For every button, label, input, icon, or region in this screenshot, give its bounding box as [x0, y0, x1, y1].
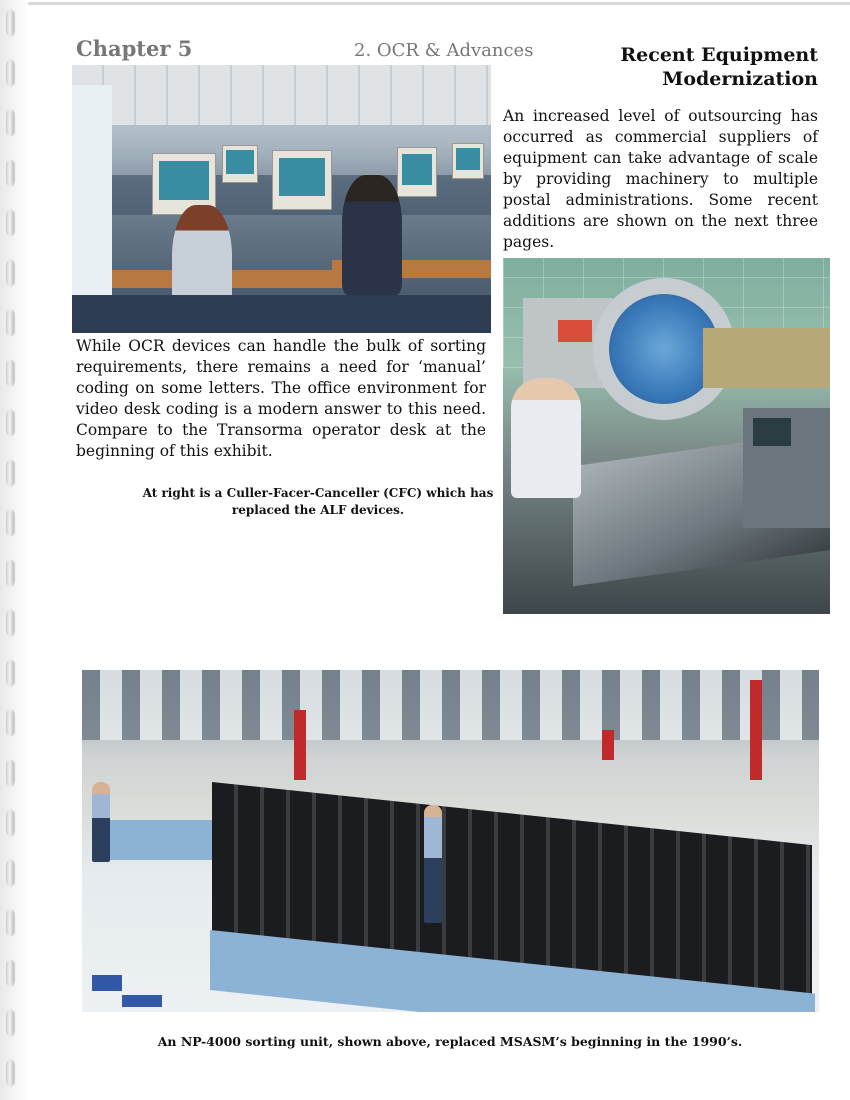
binder-ring — [6, 160, 14, 186]
binder-ring — [6, 860, 14, 886]
binder-ring — [6, 960, 14, 986]
binder-ring — [6, 460, 14, 486]
np-4000-sorting-unit-photo — [82, 670, 819, 1012]
binder-ring — [6, 260, 14, 286]
binder-ring — [6, 10, 14, 36]
binder-ring — [6, 610, 14, 636]
binder-ring — [6, 310, 14, 336]
culler-facer-canceller-photo — [503, 258, 830, 614]
chapter-label: Chapter 5 — [76, 36, 193, 61]
binder-ring — [6, 1060, 14, 1086]
section-label: 2. OCR & Advances — [354, 40, 534, 61]
binder-ring — [6, 110, 14, 136]
page-title-line1: Recent Equipment — [620, 44, 818, 66]
top-rule — [28, 2, 850, 5]
binder-strip — [0, 0, 28, 1100]
binder-ring — [6, 760, 14, 786]
page-title-line2: Modernization — [662, 68, 818, 90]
cfc-caption: At right is a Culler-Facer-Canceller (CFC) which has replaced the ALF devices. — [142, 486, 494, 517]
binder-ring — [6, 410, 14, 436]
binder-ring — [6, 510, 14, 536]
outsourcing-paragraph: An increased level of outsourcing has occurred as commercial suppliers of equipment can take advantage of scale by providing machinery to multiple postal administrations. Some recent additions are shown on the next three pages. — [503, 107, 818, 251]
binder-ring — [6, 360, 14, 386]
binder-ring — [6, 710, 14, 736]
page-title — [620, 43, 818, 91]
binder-ring — [6, 810, 14, 836]
video-coding-paragraph: While OCR devices can handle the bulk of sorting requirements, there remains a need for ‘manual’ coding on some letters. The office environment for video desk coding is a modern answer to this need. Compare to the Transorma operator desk at the beginning of this exhibit. — [76, 337, 486, 460]
video-coding-office-photo — [72, 65, 491, 333]
binder-ring — [6, 560, 14, 586]
np-4000-caption: An NP-4000 sorting unit, shown above, replaced MSASM’s beginning in the 1990’s. — [157, 1034, 743, 1049]
binder-ring — [6, 60, 14, 86]
binder-ring — [6, 660, 14, 686]
binder-ring — [6, 1010, 14, 1036]
binder-ring — [6, 210, 14, 236]
binder-ring — [6, 910, 14, 936]
